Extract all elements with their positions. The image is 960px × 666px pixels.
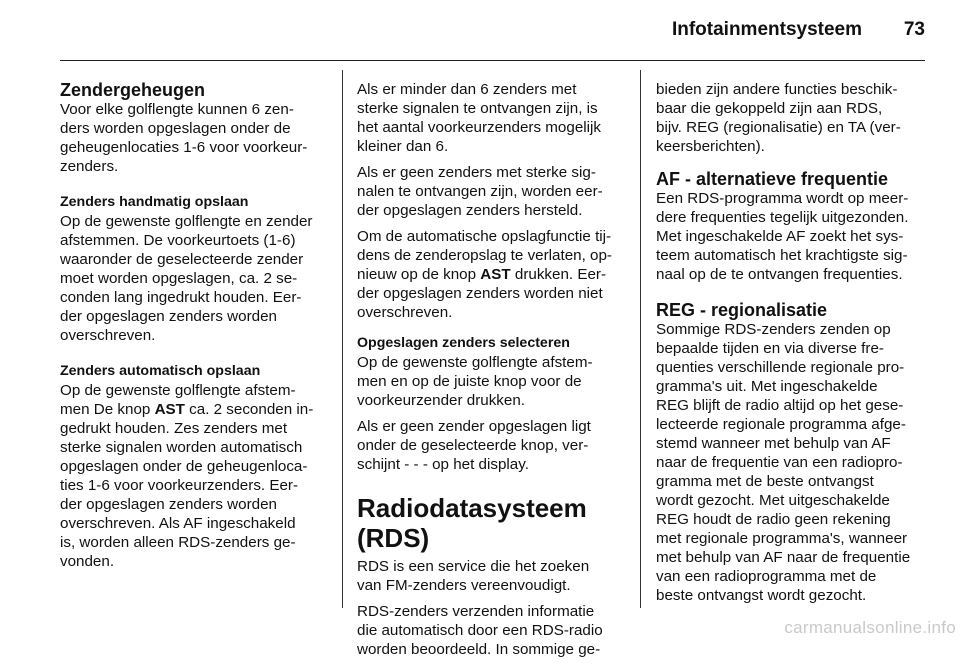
- text-line: overschreven. Als AF ingeschakeld: [60, 515, 296, 532]
- paragraph-af: [656, 189, 946, 284]
- paragraph-geen-zender-opgeslagen: [357, 417, 635, 474]
- text-line: het aantal voorkeurzenders mogelijk: [357, 119, 601, 136]
- paragraph-reg: [656, 320, 946, 605]
- text-line: die automatisch door een RDS-radio: [357, 622, 603, 639]
- text-line: overschreven.: [357, 304, 453, 321]
- text-line: Als er minder dan 6 zenders met: [357, 81, 577, 98]
- heading-zenders-selecteren: Opgeslagen zenders selecteren: [357, 335, 570, 351]
- text-line: met regionale programma's, wanneer: [656, 530, 908, 547]
- paragraph-selecteren: [357, 353, 635, 410]
- text-line: REG houdt de radio geen rekening: [656, 511, 891, 528]
- text-line: vonden.: [60, 553, 115, 570]
- text-line: keersberichten).: [656, 138, 765, 155]
- text-line: nalen te ontvangen zijn, worden eer-: [357, 183, 603, 200]
- heading-rds: Radiodatasysteem (RDS): [357, 493, 587, 553]
- text-line: worden beoordeeld. In sommige ge-: [357, 641, 601, 658]
- text-line: [357, 265, 635, 284]
- text-fragment: drukken. Eer-: [510, 266, 607, 283]
- text-line: bepaalde tijden en via diverse fre-: [656, 340, 884, 357]
- text-line: zenders.: [60, 158, 119, 175]
- paragraph-andere-functies: [656, 80, 946, 156]
- text-line: gedrukt houden. Zes zenders met: [60, 420, 288, 437]
- text-line: naal op de te ontvangen frequenties.: [656, 266, 903, 283]
- text-line: Op de gewenste golflengte en zender: [60, 213, 313, 230]
- text-line: van FM-zenders vereenvoudigt.: [357, 577, 571, 594]
- paragraph-geen-sterke: [357, 163, 635, 220]
- text-line: [60, 400, 335, 419]
- text-line: van een radioprogramma met de: [656, 568, 877, 585]
- text-line: waaronder de geselecteerde zender: [60, 251, 304, 268]
- heading-handmatig-opslaan: Zenders handmatig opslaan: [60, 194, 249, 210]
- text-line: ties 1-6 voor voorkeurzenders. Eer-: [60, 477, 299, 494]
- column-divider-1: [342, 70, 343, 608]
- text-line: der opgeslagen zenders worden: [60, 496, 277, 513]
- text-line: Om de automatische opslagfunctie tij-: [357, 228, 612, 245]
- text-line: met behulp van AF naar de frequentie: [656, 549, 911, 566]
- text-line: dere frequenties tegelijk uitgezonden.: [656, 209, 909, 226]
- paragraph-handmatig: [60, 212, 335, 345]
- text-line: lecteerde regionale programma afge-: [656, 416, 906, 433]
- paragraph-rds-service: [357, 557, 635, 595]
- column-divider-2: [640, 70, 641, 608]
- column-1: [60, 80, 335, 578]
- text-line: der opgeslagen zenders hersteld.: [357, 202, 583, 219]
- text-line: gramma's uit. Met ingeschakelde: [656, 378, 878, 395]
- text-line: stemd wanneer met behulp van AF: [656, 435, 891, 452]
- header-rule: [60, 60, 925, 61]
- text-fragment: men De knop: [60, 401, 155, 418]
- text-line: kleiner dan 6.: [357, 138, 449, 155]
- heading-automatisch-opslaan: Zenders automatisch opslaan: [60, 363, 261, 379]
- ast-key-label: AST: [480, 266, 511, 283]
- heading-reg: REG - regionalisatie: [656, 300, 828, 320]
- text-line: RDS-zenders verzenden informatie: [357, 603, 595, 620]
- watermark: carmanualsonline.info: [784, 618, 956, 637]
- text-line: conden lang ingedrukt houden. Eer-: [60, 289, 302, 306]
- text-line: Op de gewenste golflengte afstem-: [357, 354, 593, 371]
- text-line: sterke signalen te ontvangen zijn, is: [357, 100, 598, 117]
- text-line: schijnt - - - op het display.: [357, 456, 529, 473]
- text-line: REG blijft de radio altijd op het gese-: [656, 397, 904, 414]
- text-line: afstemmen. De voorkeurtoets (1-6): [60, 232, 296, 249]
- text-line: wordt gezocht. Met uitgeschakelde: [656, 492, 890, 509]
- text-line: overschreven.: [60, 327, 156, 344]
- text-line: Met ingeschakelde AF zoekt het sys-: [656, 228, 904, 245]
- column-3: [656, 80, 946, 612]
- text-line: gramma met de beste ontvangst: [656, 473, 874, 490]
- text-line: der opgeslagen zenders worden: [60, 308, 277, 325]
- text-line: ders worden opgeslagen onder de: [60, 120, 291, 137]
- column-2: [357, 80, 635, 666]
- text-line: bijv. REG (regionalisatie) en TA (ver-: [656, 119, 901, 136]
- text-fragment: ca. 2 seconden in-: [184, 401, 314, 418]
- text-line: teem automatisch het krachtigste sig-: [656, 247, 908, 264]
- text-line: RDS is een service die het zoeken: [357, 558, 590, 575]
- text-line: bieden zijn andere functies beschik-: [656, 81, 898, 98]
- text-line: moet worden opgeslagen, ca. 2 se-: [60, 270, 298, 287]
- text-fragment: nieuw op de knop: [357, 266, 481, 283]
- text-line: is, worden alleen RDS-zenders ge-: [60, 534, 296, 551]
- paragraph-minder-dan-6: [357, 80, 635, 156]
- text-line: dens de zenderopslag te verlaten, op-: [357, 247, 612, 264]
- heading-zendergeheugen: Zendergeheugen: [60, 80, 206, 100]
- text-line: beste ontvangst wordt gezocht.: [656, 587, 867, 604]
- paragraph-opslagfunctie-verlaten: [357, 227, 635, 322]
- text-line: opgeslagen onder de geheugenloca-: [60, 458, 308, 475]
- text-line: Als er geen zender opgeslagen ligt: [357, 418, 591, 435]
- text-line: Als er geen zenders met sterke sig-: [357, 164, 596, 181]
- ast-key-label: AST: [154, 401, 185, 418]
- text-line: Een RDS-programma wordt op meer-: [656, 190, 909, 207]
- text-line: der opgeslagen zenders worden niet: [357, 285, 603, 302]
- text-line: onder de geselecteerde knop, ver-: [357, 437, 589, 454]
- text-line: Voor elke golflengte kunnen 6 zen-: [60, 101, 294, 118]
- text-line: baar die gekoppeld zijn aan RDS,: [656, 100, 883, 117]
- page-number: 73: [903, 19, 925, 40]
- text-line: geheugenlocaties 1-6 voor voorkeur-: [60, 139, 308, 156]
- running-header-title: Infotainmentsysteem: [671, 19, 862, 40]
- text-line: sterke signalen worden automatisch: [60, 439, 303, 456]
- heading-af: AF - alternatieve frequentie: [656, 169, 889, 189]
- text-line: naar de frequentie van een radiopro-: [656, 454, 903, 471]
- paragraph-automatisch: [60, 381, 335, 571]
- text-line: men en op de juiste knop voor de: [357, 373, 582, 390]
- text-line: quenties verschillende regionale pro-: [656, 359, 905, 376]
- text-line: voorkeurzender drukken.: [357, 392, 525, 409]
- text-line: Sommige RDS-zenders zenden op: [656, 321, 891, 338]
- paragraph-intro: [60, 100, 335, 176]
- text-line: Op de gewenste golflengte afstem-: [60, 382, 296, 399]
